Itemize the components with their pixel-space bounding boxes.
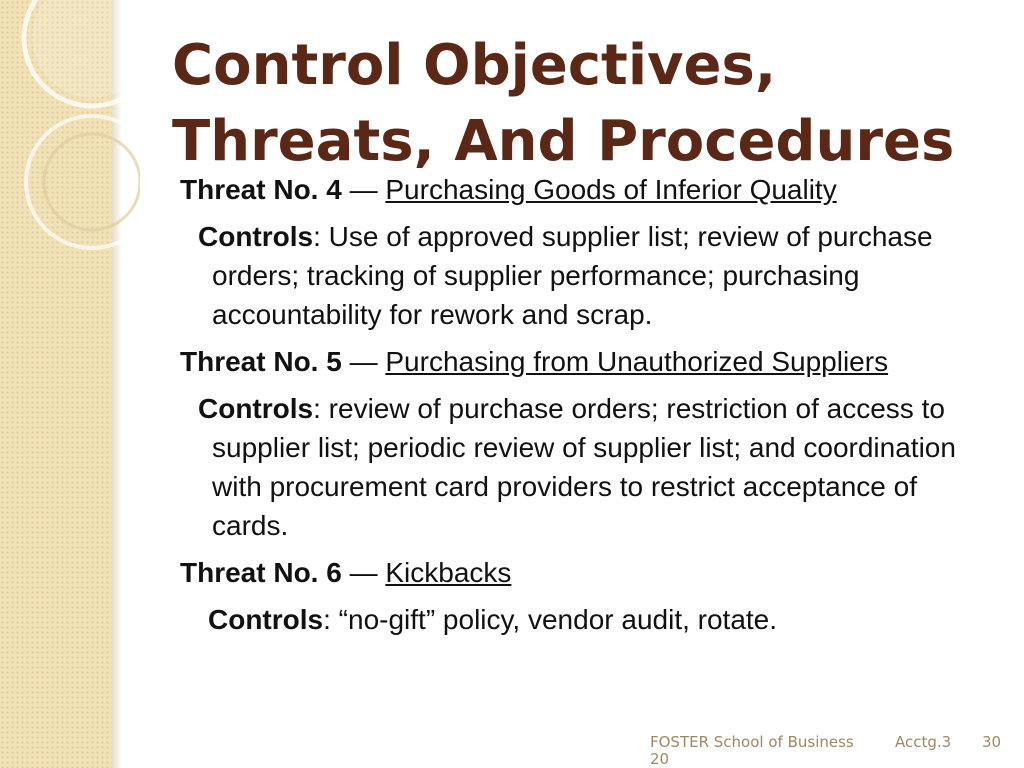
threat-6-controls-text: “no-gift” policy, vendor audit, rotate. [338,604,778,635]
threat-4-controls-text: Use of approved supplier list; review of purchase orders; tracking of supplier performance; purchasing accountability for rework and scrap. [212,221,933,330]
threat-5-controls-text: review of purchase orders; restriction of access to supplier list; periodic review of supplier list; and coordination with procurement card providers to restrict acceptance of cards. [212,393,956,541]
threat-6-label: Threat No. 6 [180,557,342,588]
threat-4-heading [180,170,1000,209]
threat-5-heading [180,342,1000,381]
threat-6-controls [180,600,1000,639]
threat-4-controls-sep: : [313,221,329,252]
slide-title [172,28,992,180]
slide-title-line-2: Threats, And Procedures [172,109,955,174]
slide-title-line-1: Control Objectives, [172,33,777,98]
slide-body [180,170,1000,647]
threat-5-controls-label: Controls [198,393,314,424]
threat-5-name: Purchasing from Unauthorized Suppliers [385,346,889,377]
footer-course: Acctg.3 [895,733,952,751]
threat-6-controls-label: Controls [208,604,324,635]
threat-4-dash: — [341,174,386,205]
threat-6-heading [180,553,1000,592]
footer-course-wrap: 20 [650,750,670,768]
threat-6-name: Kickbacks [385,557,512,588]
threat-6-controls-sep: : [323,604,339,635]
threat-4-controls-label: Controls [198,221,314,252]
decorative-circles [0,0,140,260]
threat-4-controls [180,217,1000,334]
threat-5-controls-sep: : [313,393,329,424]
footer-page-number: 30 [982,733,1002,751]
threat-5-label: Threat No. 5 [180,346,342,377]
threat-6-dash: — [341,557,386,588]
threat-5-controls [180,389,1000,545]
threat-4-name: Purchasing Goods of Inferior Quality [385,174,837,205]
threat-4-label: Threat No. 4 [180,174,342,205]
footer-school: FOSTER School of Business [650,733,854,751]
threat-5-dash: — [341,346,386,377]
